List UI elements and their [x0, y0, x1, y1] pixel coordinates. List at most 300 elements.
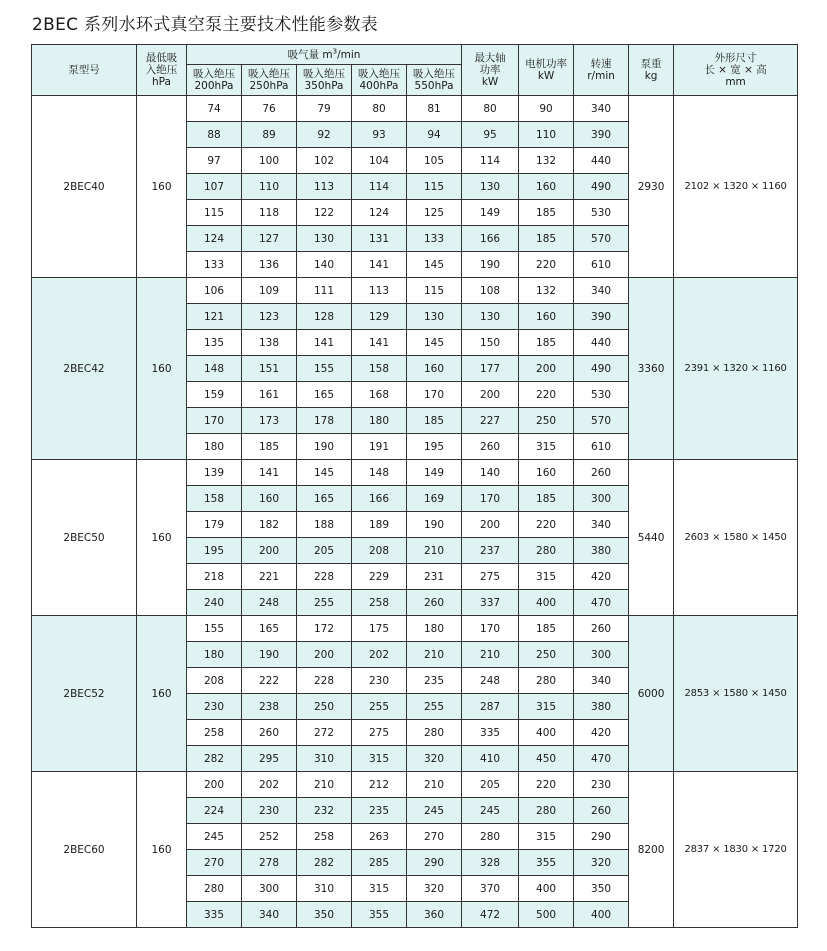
flow-400-cell: 141 — [352, 330, 407, 356]
flow-200-cell: 180 — [187, 434, 242, 460]
weight-cell: 6000 — [629, 616, 674, 772]
max-shaft-power-cell: 287 — [462, 694, 519, 720]
flow-250-cell: 141 — [242, 460, 297, 486]
flow-400-cell: 191 — [352, 434, 407, 460]
flow-250-cell: 185 — [242, 434, 297, 460]
header-flow-400: 吸入绝压 400hPa — [352, 65, 407, 96]
flow-350-cell: 172 — [297, 616, 352, 642]
max-shaft-power-cell: 177 — [462, 356, 519, 382]
flow-550-cell: 115 — [407, 174, 462, 200]
flow-400-cell: 148 — [352, 460, 407, 486]
flow-400-cell: 80 — [352, 96, 407, 122]
flow-250-cell: 136 — [242, 252, 297, 278]
motor-power-cell: 132 — [519, 148, 574, 174]
max-shaft-power-cell: 190 — [462, 252, 519, 278]
weight-cell: 8200 — [629, 772, 674, 928]
header-weight: 泵重 kg — [629, 45, 674, 96]
speed-cell: 260 — [574, 616, 629, 642]
max-shaft-power-cell: 337 — [462, 590, 519, 616]
speed-cell: 420 — [574, 720, 629, 746]
flow-250-cell: 109 — [242, 278, 297, 304]
speed-cell: 610 — [574, 434, 629, 460]
motor-power-cell: 280 — [519, 668, 574, 694]
spec-table — [31, 44, 798, 928]
max-shaft-power-cell: 170 — [462, 486, 519, 512]
max-shaft-power-cell: 95 — [462, 122, 519, 148]
flow-550-cell: 255 — [407, 694, 462, 720]
motor-power-cell: 160 — [519, 304, 574, 330]
flow-200-cell: 158 — [187, 486, 242, 512]
speed-cell: 530 — [574, 200, 629, 226]
speed-cell: 440 — [574, 148, 629, 174]
flow-250-cell: 151 — [242, 356, 297, 382]
max-shaft-power-cell: 140 — [462, 460, 519, 486]
motor-power-cell: 250 — [519, 408, 574, 434]
flow-400-cell: 202 — [352, 642, 407, 668]
motor-power-cell: 160 — [519, 460, 574, 486]
flow-200-cell: 335 — [187, 902, 242, 928]
max-shaft-power-cell: 130 — [462, 174, 519, 200]
motor-power-cell: 315 — [519, 694, 574, 720]
flow-250-cell: 202 — [242, 772, 297, 798]
flow-550-cell: 180 — [407, 616, 462, 642]
flow-550-cell: 149 — [407, 460, 462, 486]
table-row — [32, 96, 798, 122]
header-min-pressure: 最低吸 入绝压 hPa — [137, 45, 187, 96]
flow-550-cell: 320 — [407, 876, 462, 902]
motor-power-cell: 185 — [519, 330, 574, 356]
speed-cell: 420 — [574, 564, 629, 590]
flow-400-cell: 208 — [352, 538, 407, 564]
model-group — [32, 460, 798, 616]
model-group — [32, 278, 798, 460]
flow-250-cell: 238 — [242, 694, 297, 720]
min-pressure-cell: 160 — [137, 460, 187, 616]
flow-350-cell: 282 — [297, 850, 352, 876]
flow-550-cell: 105 — [407, 148, 462, 174]
flow-250-cell: 340 — [242, 902, 297, 928]
flow-550-cell: 145 — [407, 252, 462, 278]
header-model: 泵型号 — [32, 45, 137, 96]
flow-250-cell: 295 — [242, 746, 297, 772]
flow-400-cell: 93 — [352, 122, 407, 148]
flow-550-cell: 94 — [407, 122, 462, 148]
flow-250-cell: 138 — [242, 330, 297, 356]
flow-550-cell: 320 — [407, 746, 462, 772]
motor-power-cell: 132 — [519, 278, 574, 304]
flow-250-cell: 100 — [242, 148, 297, 174]
flow-350-cell: 190 — [297, 434, 352, 460]
model-group — [32, 772, 798, 928]
flow-350-cell: 178 — [297, 408, 352, 434]
motor-power-cell: 185 — [519, 200, 574, 226]
speed-cell: 350 — [574, 876, 629, 902]
motor-power-cell: 250 — [519, 642, 574, 668]
flow-550-cell: 195 — [407, 434, 462, 460]
motor-power-cell: 185 — [519, 226, 574, 252]
speed-cell: 400 — [574, 902, 629, 928]
table-header — [32, 45, 798, 96]
flow-200-cell: 74 — [187, 96, 242, 122]
flow-400-cell: 235 — [352, 798, 407, 824]
flow-350-cell: 350 — [297, 902, 352, 928]
flow-400-cell: 275 — [352, 720, 407, 746]
flow-400-cell: 229 — [352, 564, 407, 590]
flow-350-cell: 145 — [297, 460, 352, 486]
flow-550-cell: 81 — [407, 96, 462, 122]
flow-200-cell: 88 — [187, 122, 242, 148]
flow-200-cell: 280 — [187, 876, 242, 902]
flow-350-cell: 102 — [297, 148, 352, 174]
motor-power-cell: 185 — [519, 486, 574, 512]
flow-400-cell: 113 — [352, 278, 407, 304]
flow-350-cell: 122 — [297, 200, 352, 226]
flow-350-cell: 272 — [297, 720, 352, 746]
flow-350-cell: 200 — [297, 642, 352, 668]
flow-350-cell: 111 — [297, 278, 352, 304]
speed-cell: 390 — [574, 304, 629, 330]
max-shaft-power-cell: 335 — [462, 720, 519, 746]
flow-250-cell: 118 — [242, 200, 297, 226]
flow-550-cell: 160 — [407, 356, 462, 382]
flow-250-cell: 123 — [242, 304, 297, 330]
flow-250-cell: 165 — [242, 616, 297, 642]
motor-power-cell: 315 — [519, 564, 574, 590]
motor-power-cell: 450 — [519, 746, 574, 772]
flow-550-cell: 210 — [407, 772, 462, 798]
speed-cell: 380 — [574, 694, 629, 720]
flow-400-cell: 166 — [352, 486, 407, 512]
min-pressure-cell: 160 — [137, 96, 187, 278]
max-shaft-power-cell: 205 — [462, 772, 519, 798]
motor-power-cell: 90 — [519, 96, 574, 122]
model-cell: 2BEC52 — [32, 616, 137, 772]
table-row — [32, 616, 798, 642]
flow-250-cell: 173 — [242, 408, 297, 434]
flow-200-cell: 180 — [187, 642, 242, 668]
flow-350-cell: 232 — [297, 798, 352, 824]
header-dimensions: 外形尺寸 长 × 宽 × 高 mm — [674, 45, 798, 96]
flow-350-cell: 128 — [297, 304, 352, 330]
flow-350-cell: 165 — [297, 382, 352, 408]
speed-cell: 390 — [574, 122, 629, 148]
motor-power-cell: 315 — [519, 824, 574, 850]
motor-power-cell: 400 — [519, 590, 574, 616]
flow-350-cell: 140 — [297, 252, 352, 278]
header-motor-power: 电机功率 kW — [519, 45, 574, 96]
flow-250-cell: 76 — [242, 96, 297, 122]
flow-550-cell: 231 — [407, 564, 462, 590]
flow-400-cell: 175 — [352, 616, 407, 642]
flow-550-cell: 170 — [407, 382, 462, 408]
motor-power-cell: 315 — [519, 434, 574, 460]
speed-cell: 530 — [574, 382, 629, 408]
max-shaft-power-cell: 328 — [462, 850, 519, 876]
speed-cell: 340 — [574, 278, 629, 304]
flow-200-cell: 159 — [187, 382, 242, 408]
flow-550-cell: 235 — [407, 668, 462, 694]
flow-250-cell: 200 — [242, 538, 297, 564]
flow-550-cell: 270 — [407, 824, 462, 850]
flow-200-cell: 240 — [187, 590, 242, 616]
table-row — [32, 772, 798, 798]
flow-200-cell: 107 — [187, 174, 242, 200]
max-shaft-power-cell: 210 — [462, 642, 519, 668]
flow-400-cell: 114 — [352, 174, 407, 200]
speed-cell: 300 — [574, 486, 629, 512]
flow-250-cell: 252 — [242, 824, 297, 850]
flow-200-cell: 133 — [187, 252, 242, 278]
flow-250-cell: 190 — [242, 642, 297, 668]
flow-400-cell: 158 — [352, 356, 407, 382]
flow-350-cell: 141 — [297, 330, 352, 356]
max-shaft-power-cell: 149 — [462, 200, 519, 226]
flow-550-cell: 115 — [407, 278, 462, 304]
flow-250-cell: 260 — [242, 720, 297, 746]
flow-550-cell: 133 — [407, 226, 462, 252]
speed-cell: 440 — [574, 330, 629, 356]
table-row — [32, 278, 798, 304]
motor-power-cell: 500 — [519, 902, 574, 928]
motor-power-cell: 220 — [519, 512, 574, 538]
flow-350-cell: 205 — [297, 538, 352, 564]
model-group — [32, 96, 798, 278]
max-shaft-power-cell: 280 — [462, 824, 519, 850]
speed-cell: 610 — [574, 252, 629, 278]
flow-550-cell: 210 — [407, 642, 462, 668]
flow-400-cell: 315 — [352, 746, 407, 772]
flow-200-cell: 258 — [187, 720, 242, 746]
flow-400-cell: 212 — [352, 772, 407, 798]
speed-cell: 470 — [574, 590, 629, 616]
flow-400-cell: 141 — [352, 252, 407, 278]
flow-550-cell: 360 — [407, 902, 462, 928]
speed-cell: 340 — [574, 668, 629, 694]
max-shaft-power-cell: 237 — [462, 538, 519, 564]
flow-350-cell: 255 — [297, 590, 352, 616]
flow-550-cell: 210 — [407, 538, 462, 564]
model-cell: 2BEC42 — [32, 278, 137, 460]
flow-400-cell: 168 — [352, 382, 407, 408]
dimensions-cell: 2837 × 1830 × 1720 — [674, 772, 798, 928]
max-shaft-power-cell: 472 — [462, 902, 519, 928]
max-shaft-power-cell: 150 — [462, 330, 519, 356]
flow-250-cell: 230 — [242, 798, 297, 824]
dimensions-cell: 2391 × 1320 × 1160 — [674, 278, 798, 460]
flow-400-cell: 355 — [352, 902, 407, 928]
speed-cell: 260 — [574, 460, 629, 486]
speed-cell: 230 — [574, 772, 629, 798]
flow-400-cell: 124 — [352, 200, 407, 226]
flow-400-cell: 180 — [352, 408, 407, 434]
motor-power-cell: 220 — [519, 382, 574, 408]
flow-350-cell: 188 — [297, 512, 352, 538]
max-shaft-power-cell: 248 — [462, 668, 519, 694]
speed-cell: 570 — [574, 226, 629, 252]
speed-cell: 260 — [574, 798, 629, 824]
max-shaft-power-cell: 170 — [462, 616, 519, 642]
motor-power-cell: 220 — [519, 772, 574, 798]
speed-cell: 320 — [574, 850, 629, 876]
flow-350-cell: 210 — [297, 772, 352, 798]
max-shaft-power-cell: 370 — [462, 876, 519, 902]
dimensions-cell: 2603 × 1580 × 1450 — [674, 460, 798, 616]
max-shaft-power-cell: 114 — [462, 148, 519, 174]
flow-350-cell: 310 — [297, 746, 352, 772]
max-shaft-power-cell: 275 — [462, 564, 519, 590]
model-cell: 2BEC40 — [32, 96, 137, 278]
flow-200-cell: 148 — [187, 356, 242, 382]
flow-200-cell: 208 — [187, 668, 242, 694]
header-flow-250: 吸入绝压 250hPa — [242, 65, 297, 96]
flow-350-cell: 130 — [297, 226, 352, 252]
page-title: 2BEC 系列水环式真空泵主要技术性能参数表 — [32, 15, 379, 35]
dimensions-cell: 2102 × 1320 × 1160 — [674, 96, 798, 278]
flow-400-cell: 230 — [352, 668, 407, 694]
model-cell: 2BEC60 — [32, 772, 137, 928]
header-flow-group: 吸气量 $m^3/\min$ — [187, 45, 462, 65]
max-shaft-power-cell: 130 — [462, 304, 519, 330]
flow-250-cell: 222 — [242, 668, 297, 694]
flow-200-cell: 97 — [187, 148, 242, 174]
header-flow-550: 吸入绝压 550hPa — [407, 65, 462, 96]
speed-cell: 340 — [574, 96, 629, 122]
flow-350-cell: 79 — [297, 96, 352, 122]
flow-400-cell: 104 — [352, 148, 407, 174]
header-speed: 转速 r/min — [574, 45, 629, 96]
max-shaft-power-cell: 410 — [462, 746, 519, 772]
motor-power-cell: 280 — [519, 538, 574, 564]
speed-cell: 470 — [574, 746, 629, 772]
flow-250-cell: 221 — [242, 564, 297, 590]
flow-200-cell: 124 — [187, 226, 242, 252]
flow-200-cell: 195 — [187, 538, 242, 564]
speed-cell: 300 — [574, 642, 629, 668]
flow-400-cell: 131 — [352, 226, 407, 252]
flow-400-cell: 255 — [352, 694, 407, 720]
flow-350-cell: 250 — [297, 694, 352, 720]
header-flow-350: 吸入绝压 350hPa — [297, 65, 352, 96]
flow-550-cell: 290 — [407, 850, 462, 876]
flow-350-cell: 310 — [297, 876, 352, 902]
flow-350-cell: 228 — [297, 668, 352, 694]
speed-cell: 290 — [574, 824, 629, 850]
flow-550-cell: 125 — [407, 200, 462, 226]
flow-550-cell: 190 — [407, 512, 462, 538]
motor-power-cell: 400 — [519, 876, 574, 902]
flow-200-cell: 224 — [187, 798, 242, 824]
header-flow-200: 吸入绝压 200hPa — [187, 65, 242, 96]
model-group — [32, 616, 798, 772]
speed-cell: 490 — [574, 174, 629, 200]
flow-250-cell: 161 — [242, 382, 297, 408]
max-shaft-power-cell: 200 — [462, 512, 519, 538]
header-max-shaft-power: 最大轴 功率 kW — [462, 45, 519, 96]
speed-cell: 570 — [574, 408, 629, 434]
motor-power-cell: 110 — [519, 122, 574, 148]
flow-250-cell: 89 — [242, 122, 297, 148]
flow-350-cell: 155 — [297, 356, 352, 382]
flow-200-cell: 155 — [187, 616, 242, 642]
flow-200-cell: 179 — [187, 512, 242, 538]
flow-200-cell: 115 — [187, 200, 242, 226]
flow-550-cell: 169 — [407, 486, 462, 512]
flow-400-cell: 285 — [352, 850, 407, 876]
flow-200-cell: 270 — [187, 850, 242, 876]
flow-250-cell: 182 — [242, 512, 297, 538]
weight-cell: 5440 — [629, 460, 674, 616]
flow-200-cell: 200 — [187, 772, 242, 798]
flow-200-cell: 230 — [187, 694, 242, 720]
motor-power-cell: 220 — [519, 252, 574, 278]
flow-250-cell: 248 — [242, 590, 297, 616]
flow-250-cell: 160 — [242, 486, 297, 512]
motor-power-cell: 280 — [519, 798, 574, 824]
flow-250-cell: 300 — [242, 876, 297, 902]
max-shaft-power-cell: 200 — [462, 382, 519, 408]
flow-400-cell: 129 — [352, 304, 407, 330]
speed-cell: 380 — [574, 538, 629, 564]
flow-200-cell: 106 — [187, 278, 242, 304]
flow-200-cell: 121 — [187, 304, 242, 330]
flow-350-cell: 165 — [297, 486, 352, 512]
flow-400-cell: 315 — [352, 876, 407, 902]
max-shaft-power-cell: 227 — [462, 408, 519, 434]
motor-power-cell: 200 — [519, 356, 574, 382]
flow-400-cell: 189 — [352, 512, 407, 538]
flow-250-cell: 110 — [242, 174, 297, 200]
flow-250-cell: 278 — [242, 850, 297, 876]
flow-350-cell: 228 — [297, 564, 352, 590]
flow-200-cell: 245 — [187, 824, 242, 850]
max-shaft-power-cell: 80 — [462, 96, 519, 122]
motor-power-cell: 400 — [519, 720, 574, 746]
model-cell: 2BEC50 — [32, 460, 137, 616]
max-shaft-power-cell: 260 — [462, 434, 519, 460]
flow-200-cell: 282 — [187, 746, 242, 772]
flow-550-cell: 280 — [407, 720, 462, 746]
flow-400-cell: 263 — [352, 824, 407, 850]
flow-550-cell: 145 — [407, 330, 462, 356]
min-pressure-cell: 160 — [137, 772, 187, 928]
weight-cell: 3360 — [629, 278, 674, 460]
motor-power-cell: 185 — [519, 616, 574, 642]
flow-350-cell: 113 — [297, 174, 352, 200]
max-shaft-power-cell: 245 — [462, 798, 519, 824]
flow-550-cell: 245 — [407, 798, 462, 824]
dimensions-cell: 2853 × 1580 × 1450 — [674, 616, 798, 772]
max-shaft-power-cell: 108 — [462, 278, 519, 304]
flow-550-cell: 130 — [407, 304, 462, 330]
max-shaft-power-cell: 166 — [462, 226, 519, 252]
flow-200-cell: 218 — [187, 564, 242, 590]
flow-250-cell: 127 — [242, 226, 297, 252]
flow-550-cell: 260 — [407, 590, 462, 616]
motor-power-cell: 160 — [519, 174, 574, 200]
flow-200-cell: 170 — [187, 408, 242, 434]
flow-200-cell: 139 — [187, 460, 242, 486]
motor-power-cell: 355 — [519, 850, 574, 876]
min-pressure-cell: 160 — [137, 278, 187, 460]
flow-350-cell: 258 — [297, 824, 352, 850]
min-pressure-cell: 160 — [137, 616, 187, 772]
speed-cell: 490 — [574, 356, 629, 382]
flow-200-cell: 135 — [187, 330, 242, 356]
speed-cell: 340 — [574, 512, 629, 538]
table-row — [32, 460, 798, 486]
flow-350-cell: 92 — [297, 122, 352, 148]
flow-550-cell: 185 — [407, 408, 462, 434]
